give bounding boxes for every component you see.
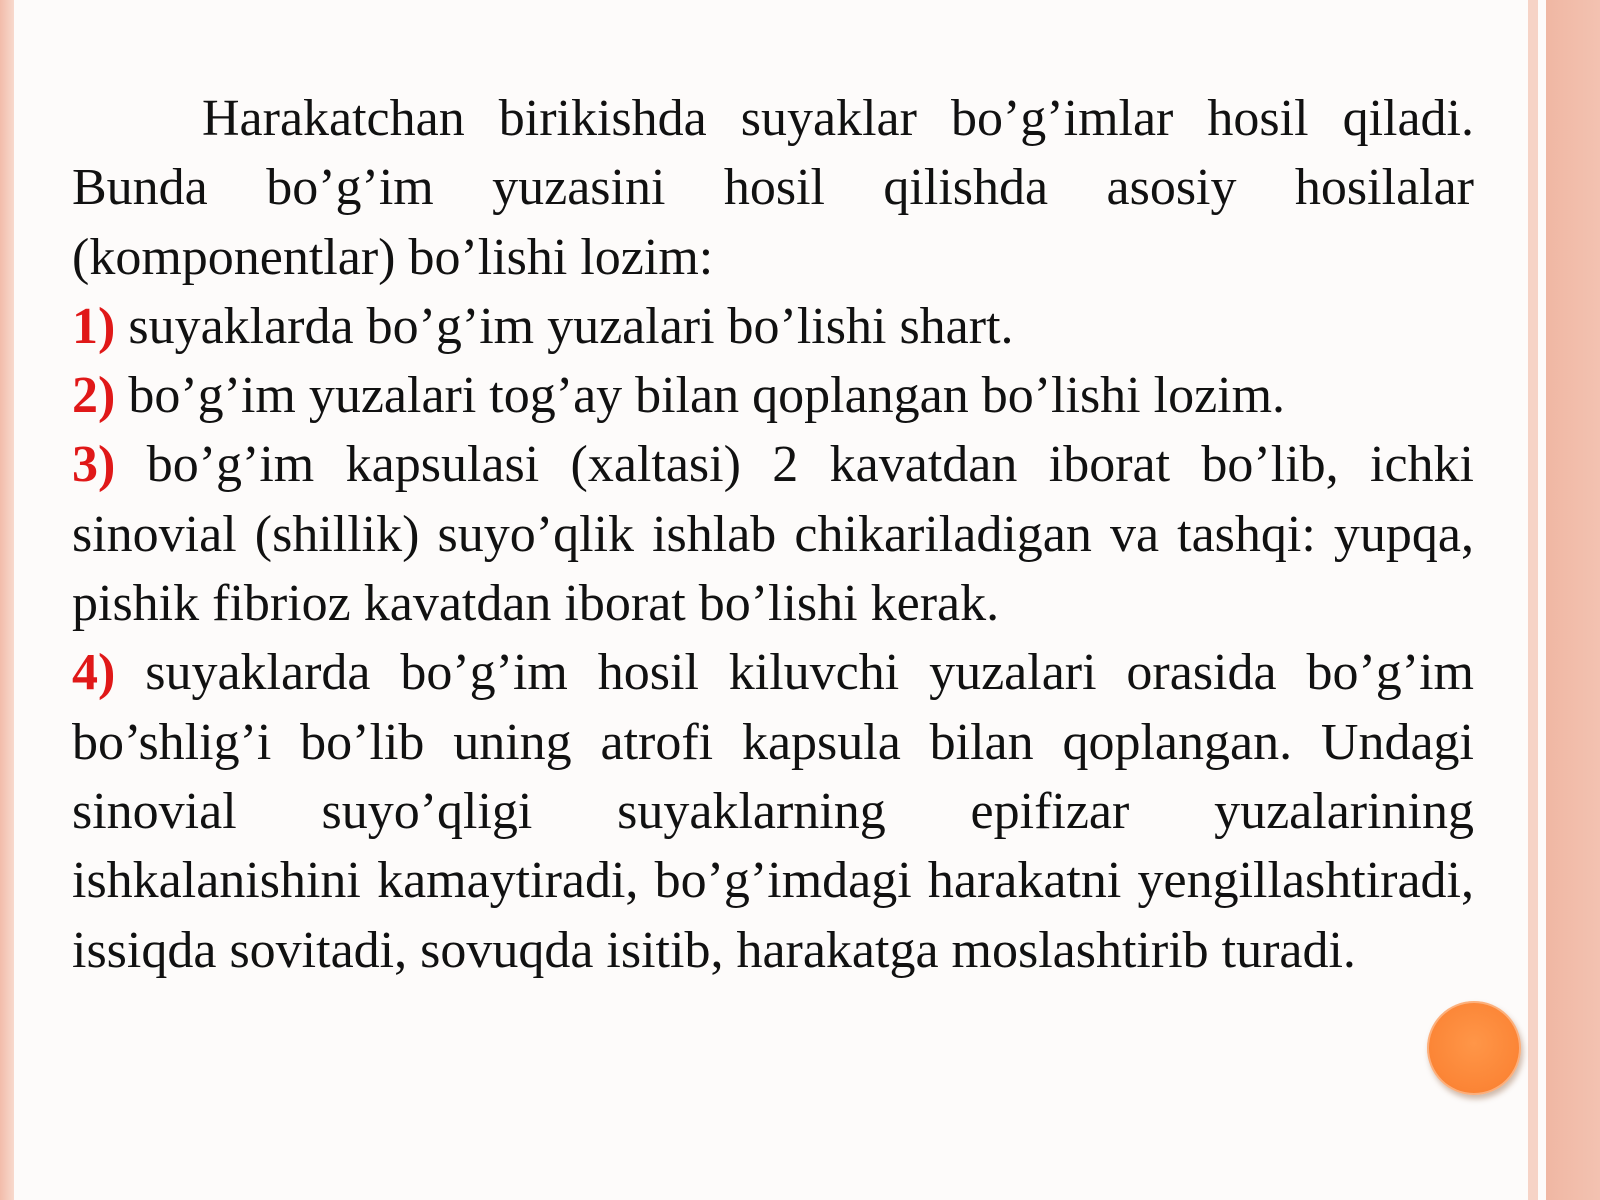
right-border-outer-stripe [1546,0,1600,1200]
item-text: suyaklarda bo’g’im yuzalari bo’lishi shart. [128,297,1014,355]
list-item-4 [72,638,1474,984]
item-number: 3) [72,436,116,494]
list-item-1 [72,292,1474,361]
right-border-inner-stripe [1528,0,1538,1200]
intro-paragraph: Harakatchan birikishda suyaklar bo’g’imlar hosil qiladi. Bunda bo’g’im yuzasini hosil qilishda asosiy hosilalar (komponentlar) bo’lishi lozim: [72,90,1474,286]
list-item-3 [72,430,1474,638]
item-text: bo’g’im yuzalari tog’ay bilan qoplangan bo’lishi lozim. [128,367,1286,425]
item-number: 1) [72,297,116,355]
left-border-stripe [0,0,14,1200]
orange-circle-decoration [1427,1001,1521,1095]
list-item-2 [72,361,1474,430]
item-number: 4) [72,644,116,702]
slide-body [72,84,1474,985]
item-text: suyaklarda bo’g’im hosil kiluvchi yuzalari orasida bo’g’im bo’shlig’i bo’lib uning atrofi kapsula bilan qoplangan. Undagi sinovial suyo’qligi suyaklarning epifizar yuzalarining ishkalanishini kamaytiradi, bo’g’imdagi harakatni yengillashtiradi, issiqda sovitadi, sovuqda isitib, harakatga moslashtirib turadi. [72,644,1474,979]
item-number: 2) [72,367,116,425]
item-text: bo’g’im kapsulasi (xaltasi) 2 kavatdan iborat bo’lib, ichki sinovial (shillik) suyo’qlik ishlab chikariladigan va tashqi: yupqa, pishik fibrioz kavatdan iborat bo’lishi kerak. [72,436,1475,633]
